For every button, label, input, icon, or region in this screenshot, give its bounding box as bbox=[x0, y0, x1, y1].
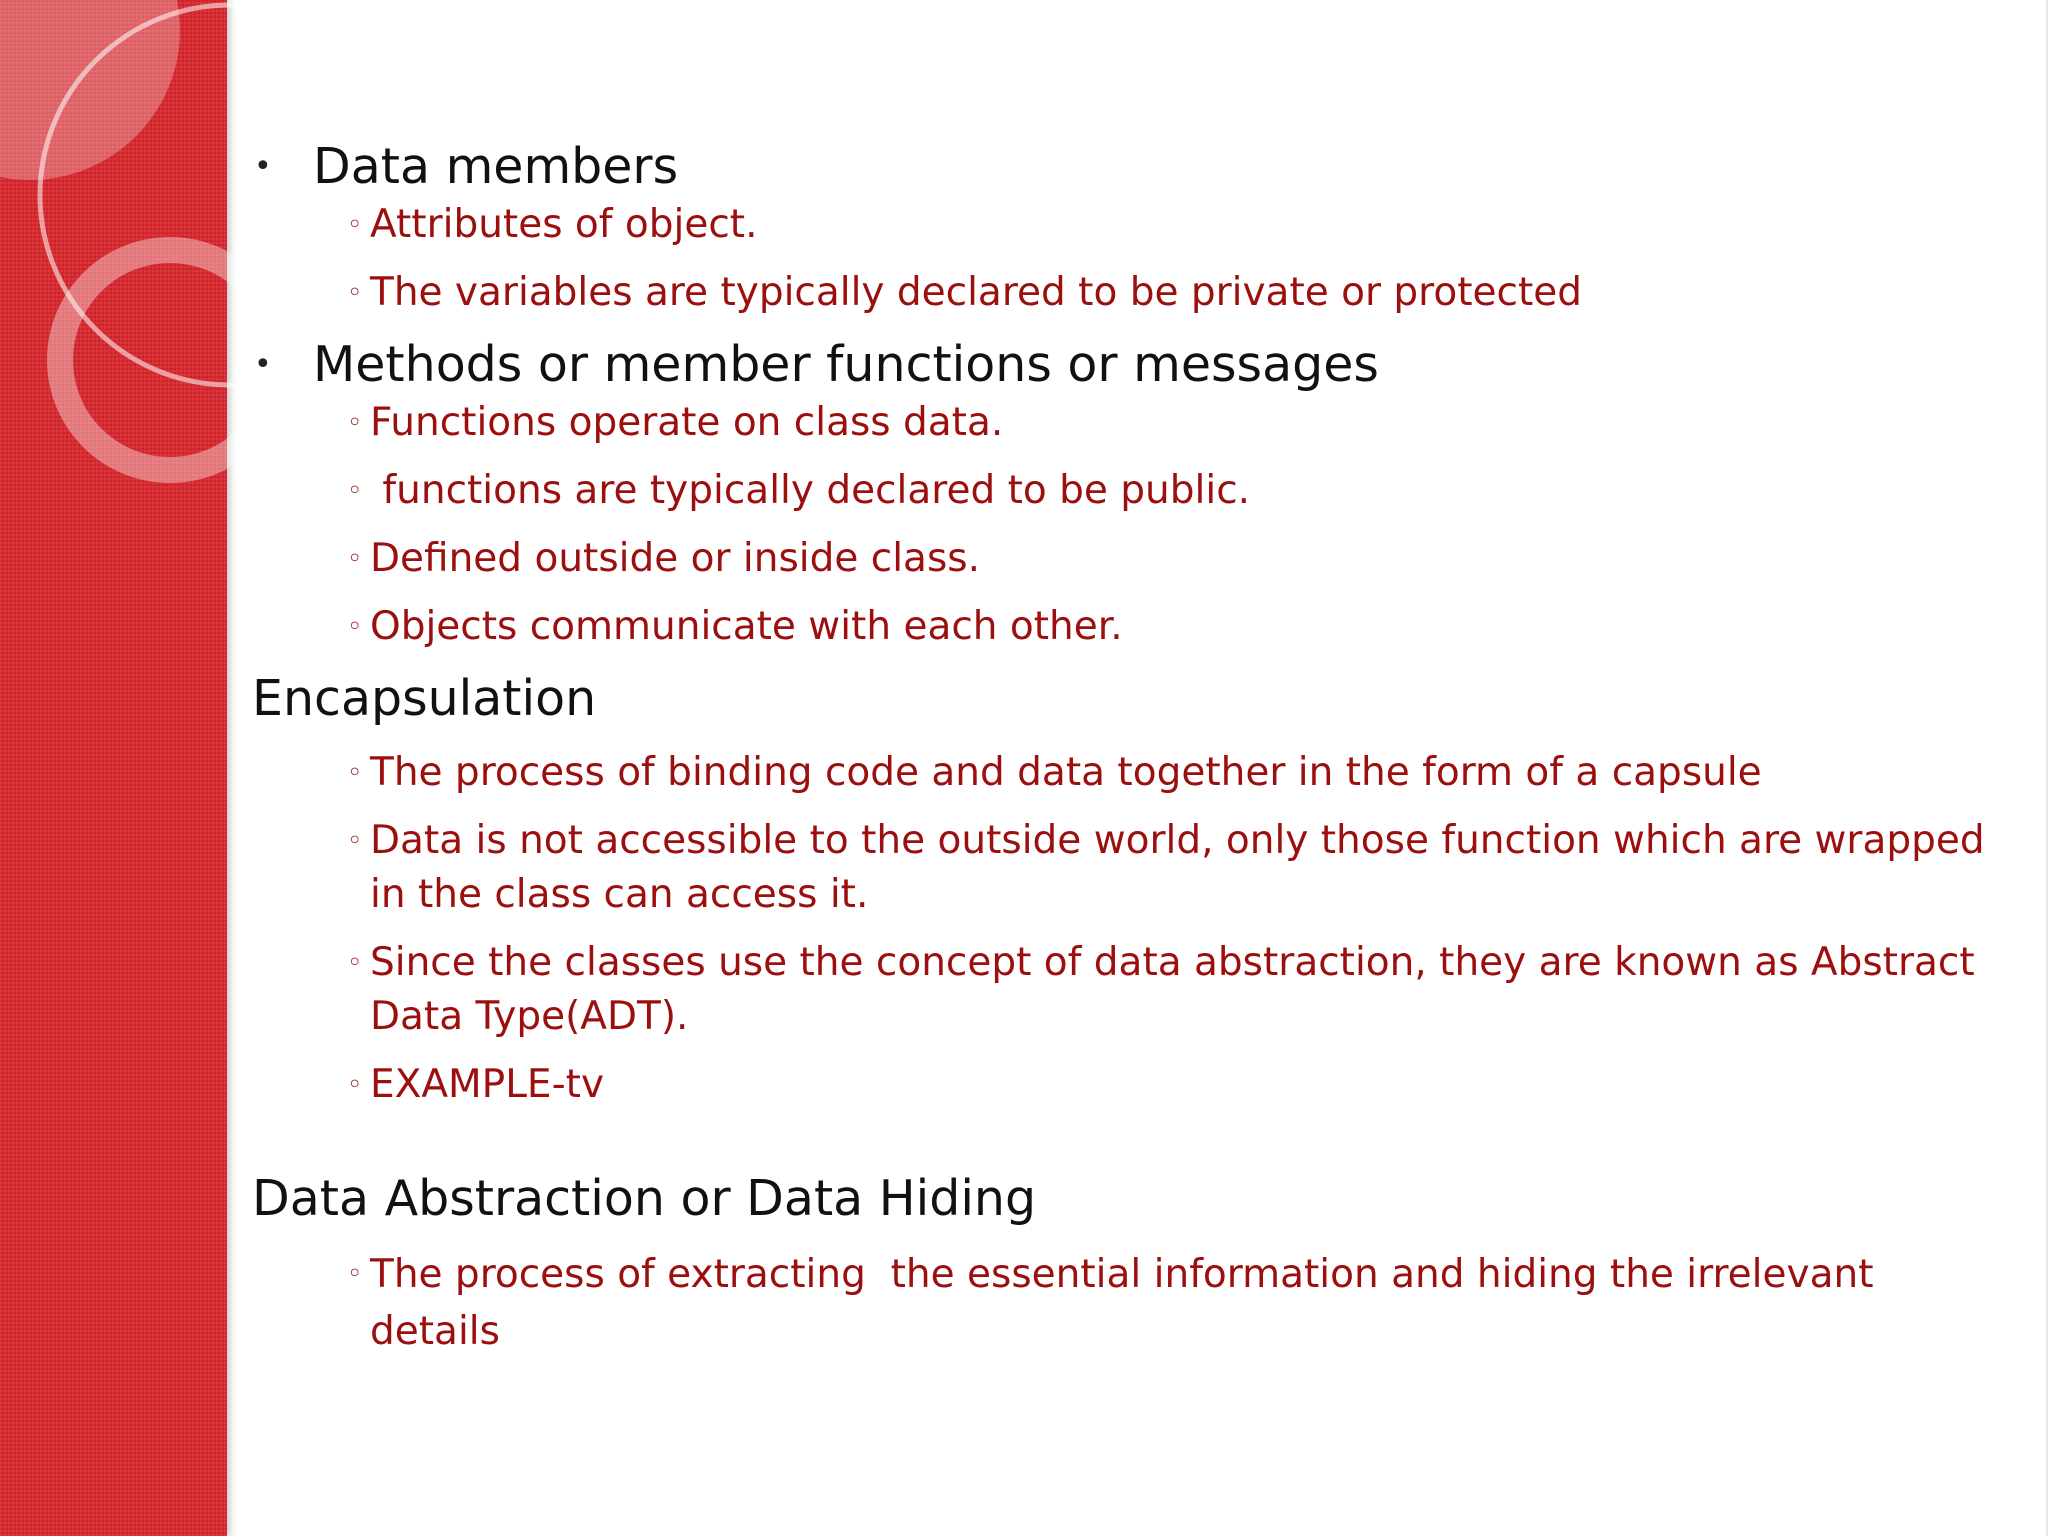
sub-bullet-text: Data is not accessible to the outside world, only those function which are wrapped in the class can access it. bbox=[370, 818, 1985, 917]
ring-bullet-icon: ◦ bbox=[347, 210, 363, 240]
bullet-data-members bbox=[252, 136, 2012, 198]
bullet-methods bbox=[252, 334, 2012, 396]
ring-bullet-icon: ◦ bbox=[347, 948, 363, 978]
slide-content bbox=[252, 136, 2012, 1360]
sub-bullet bbox=[252, 746, 2012, 800]
ring-bullet-icon: ◦ bbox=[347, 826, 363, 856]
sub-bullet bbox=[252, 396, 2012, 450]
sub-bullet bbox=[252, 198, 2012, 252]
sub-bullet bbox=[252, 600, 2012, 654]
sub-bullet-text: functions are typically declared to be public. bbox=[370, 468, 1251, 513]
sub-bullet-text: Objects communicate with each other. bbox=[370, 604, 1123, 649]
ring-bullet-icon: ◦ bbox=[347, 612, 363, 642]
sub-bullet-text: The process of binding code and data together in the form of a capsule bbox=[370, 750, 1762, 795]
ring-bullet-icon: ◦ bbox=[347, 1070, 363, 1100]
sub-bullet-text: Functions operate on class data. bbox=[370, 400, 1004, 445]
sub-bullet-text: Defined outside or inside class. bbox=[370, 536, 980, 581]
ring-bullet-icon: ◦ bbox=[347, 408, 363, 438]
sub-bullet-text: EXAMPLE-tv bbox=[370, 1062, 605, 1107]
heading-text: Encapsulation bbox=[252, 670, 597, 727]
sub-bullet bbox=[252, 814, 2012, 922]
ring-bullet-icon: ◦ bbox=[347, 476, 363, 506]
sub-bullet bbox=[252, 266, 2012, 320]
heading-encapsulation bbox=[252, 668, 2012, 730]
sub-bullet-text: Attributes of object. bbox=[370, 202, 758, 247]
sub-bullet bbox=[252, 464, 2012, 518]
ring-bullet-icon: ◦ bbox=[347, 1259, 363, 1289]
ring-bullet-icon: ◦ bbox=[347, 278, 363, 308]
heading-text: Data members bbox=[313, 138, 679, 195]
sub-bullet bbox=[252, 936, 2012, 1044]
decorative-circles bbox=[0, 0, 260, 520]
heading-text: Data Abstraction or Data Hiding bbox=[252, 1170, 1037, 1227]
bullet-dot-icon: • bbox=[254, 149, 272, 184]
sub-bullet bbox=[252, 1246, 2012, 1360]
bullet-dot-icon: • bbox=[254, 347, 272, 382]
sub-bullet bbox=[252, 1058, 2012, 1112]
sub-bullet bbox=[252, 532, 2012, 586]
heading-text: Methods or member functions or messages bbox=[313, 336, 1379, 393]
heading-data-abstraction bbox=[252, 1168, 2012, 1230]
sub-bullet-text: The process of extracting the essential information and hiding the irrelevant details bbox=[370, 1252, 1886, 1354]
sub-bullet-text: Since the classes use the concept of data abstraction, they are known as Abstract Data Type(ADT). bbox=[370, 940, 1975, 1039]
ring-bullet-icon: ◦ bbox=[347, 758, 363, 788]
ring-bullet-icon: ◦ bbox=[347, 544, 363, 574]
sub-bullet-text: The variables are typically declared to be private or protected bbox=[370, 270, 1582, 315]
